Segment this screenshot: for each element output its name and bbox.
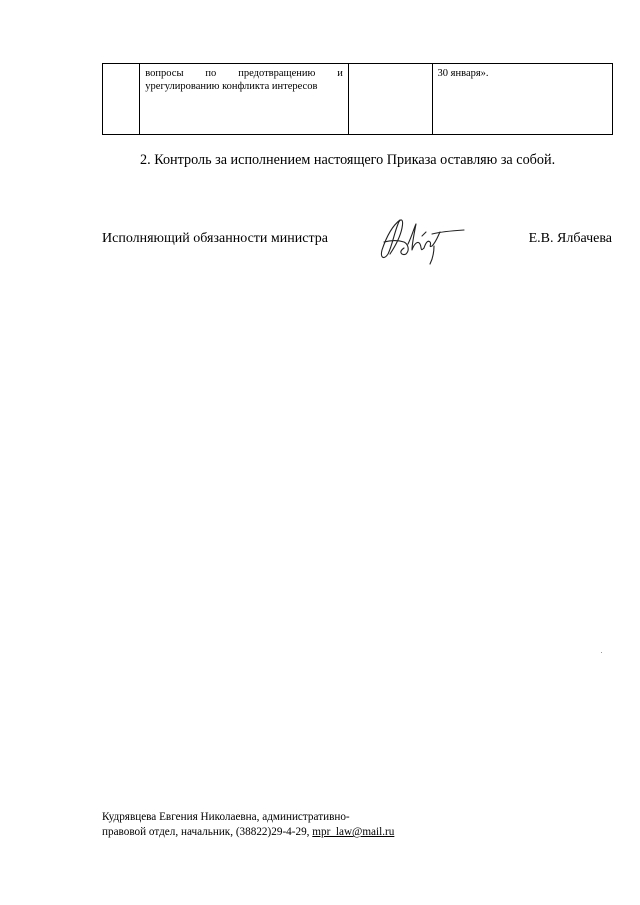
- clause-2-text: 2. Контроль за исполнением настоящего Приказа оставляю за собой.: [140, 152, 556, 168]
- footer-line-2: [102, 825, 502, 840]
- measures-table: [102, 63, 613, 135]
- footer-contact: [102, 810, 502, 840]
- footer-line-2-text: правовой отдел, начальник, (38822)29-4-29,: [102, 826, 313, 838]
- footer-email-link[interactable]: mpr_law@mail.ru: [312, 826, 395, 838]
- row-executor-cell: [348, 64, 432, 135]
- row-description-text: вопросы по предотвращению и урегулированию конфликта интересов: [145, 68, 343, 92]
- scan-speck: [601, 652, 602, 653]
- table-row: [103, 64, 613, 135]
- signature-line: [102, 231, 612, 253]
- row-deadline-cell: [432, 64, 612, 135]
- handwritten-signature: [378, 214, 466, 266]
- row-description-cell: [140, 64, 349, 135]
- footer-line-1: Кудрявцева Евгения Николаевна, административно-: [102, 811, 350, 823]
- signer-title: Исполняющий обязанности министра: [102, 231, 328, 246]
- row-number-cell: [103, 64, 140, 135]
- row-deadline-text: 30 января».: [437, 68, 489, 79]
- signer-name: Е.В. Ялбачева: [528, 231, 612, 246]
